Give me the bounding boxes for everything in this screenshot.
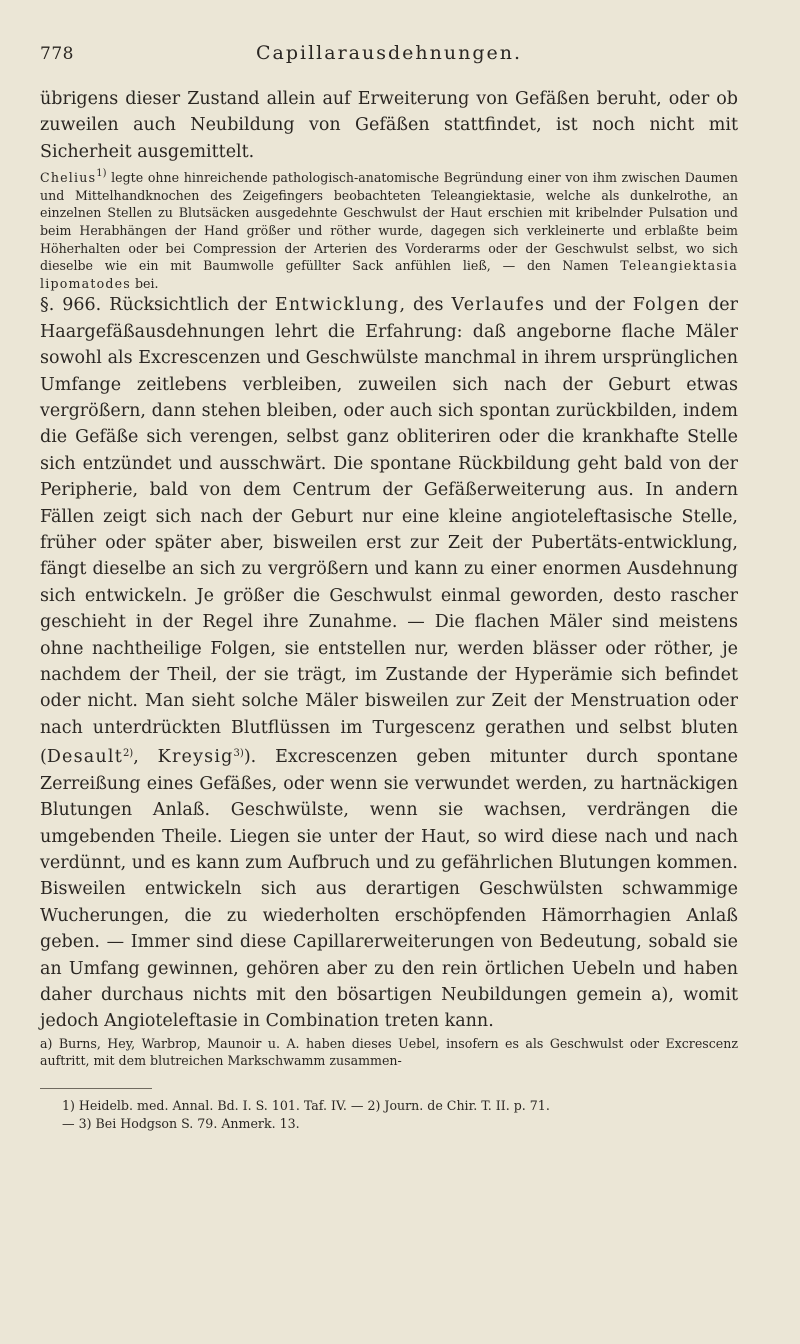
- page-header: [40, 38, 738, 72]
- note-end: bei.: [135, 275, 159, 291]
- section-966: [40, 292, 738, 1034]
- cite-sep: ,: [133, 747, 158, 768]
- footnote-line-1: 1) Heidelb. med. Annal. Bd. I. S. 101. Taf. IV. — 2) Journ. de Chir. T. II. p. 71.: [62, 1097, 550, 1113]
- cite-kreysig-mark: 3): [233, 748, 244, 760]
- term-folgen: Folgen: [632, 295, 701, 316]
- section-mid2: und der: [553, 295, 625, 316]
- page-number: 778: [40, 44, 74, 64]
- footnotes: [40, 1097, 738, 1132]
- footnote-rule: [40, 1088, 152, 1089]
- intro-paragraph: übrigens dieser Zustand allein auf Erweiterung von Gefäßen beruht, oder ob zuweilen auch Neubildung von Gefäßen stattfindet, ist noch nicht mit Sicherheit ausgemittelt.: [40, 89, 738, 162]
- cite-desault-mark: 2): [122, 748, 134, 760]
- term-entwicklung: Entwicklung: [274, 295, 400, 316]
- section-lead: Rücksichtlich der: [109, 295, 267, 316]
- cite-kreysig: Kreysig: [157, 747, 234, 768]
- chelius-note: [40, 165, 738, 292]
- section-text: der Haargefäßausdehnungen lehrt die Erfahrung: daß angeborne flache Mäler sowohl als Excrescenzen und Geschwülste manchmal in ihrem ursprünglichen Umfange zeitlebens verbleiben, zuweilen sich nach der Geburt etwas vergrößern, dann stehen bleiben, oder auch sich spontan zurückbilden, indem die Gefäße sich verengen, selbst ganz obliteriren oder die krankhafte Stelle sich entzündet und ausschwärt. Die spontane Rückbildung geht bald von der Peripherie, bald von dem Centrum der Gefäßerweiterung aus. In andern Fällen zeigt sich nach der Geburt nur eine kleine angioteleftasische Stelle, früher oder später aber, bisweilen erst zur Zeit der Pubertäts-entwicklung, fängt dieselbe an sich zu vergrößern und kann zu einer enormen Ausdehnung sich entwickeln. Je größer die Geschwulst einmal geworden, desto rascher geschieht in der Regel ihre Zunahme. — Die flachen Mäler sind meistens ohne nachtheilige Folgen, sie entstellen nur, werden blässer oder röther, je nachdem der Theil, der sie trägt, im Zustande der Hyperämie sich befindet oder nicht. Man sieht solche Mäler bisweilen zur Zeit der Menstruation oder nach unterdrückten Blutflüssen im Turgescenz gerathen und selbst bluten (: [40, 295, 738, 768]
- cite-desault: Desault: [46, 747, 123, 768]
- note-text: legte ohne hinreichende pathologisch-anatomische Begründung einer von ihm zwischen Daumen und Mittelhandknochen des Zeigefingers beobachteten Teleangiektasie, welche als dunkelrothe, an einzelnen Stellen zu Blutsäcken ausgedehnte Geschwulst der Haut erschien mit kribelnder Pulsation und beim Herabhängen der Hand größer und röther wurde, dagegen sich verkleinerte und erblaßte beim Höherhalten oder bei Compression der Arterien des Vorderarms oder der Geschwulst selbst, wo sich dieselbe wie ein mit Baumwolle gefüllter Sack anfühlen ließ, — den Namen: [40, 170, 738, 274]
- note-mark: 1): [96, 168, 107, 180]
- running-title: Capillarausdehnungen.: [255, 42, 523, 64]
- section-label: §. 966.: [40, 295, 102, 316]
- main-text: [40, 86, 738, 1070]
- footnote-line-2: — 3) Bei Hodgson S. 79. Anmerk. 13.: [62, 1115, 300, 1131]
- section-text2: ). Excrescenzen geben mitunter durch spontane Zerreißung eines Gefäßes, oder wenn sie verwundet werden, zu hartnäckigen Blutungen Anlaß. Geschwülste, wenn sie wachsen, verdrängen die umgebenden Theile. Liegen sie unter der Haut, so wird diese nach und nach verdünnt, und es kann zum Aufbruch und zu gefährlichen Blutungen kommen. Bisweilen entwickeln sich aus derartigen Geschwülsten schwammige Wucherungen, die zu wiederholten erschöpfenden Hämorrhagien Anlaß geben. — Immer sind diese Capillarerweiterungen von Bedeutung, sobald sie an Umfang gewinnen, gehören aber zu den rein örtlichen Uebeln und haben daher durchaus nichts mit den bösartigen Neubildungen gemein a), womit jedoch Angioteleftasie in Combination treten kann.: [40, 747, 738, 1032]
- section-mid1: , des: [399, 295, 444, 316]
- footnote-a: a) Burns, Hey, Warbrop, Maunoir u. A. haben dieses Uebel, insofern es als Geschwulst oder Excrescenz auftritt, mit dem blutreichen Markschwamm zusammen-: [40, 1035, 738, 1069]
- note-name: Teleangiektasia lipomatodes: [40, 258, 738, 291]
- term-verlaufes: Verlaufes: [451, 295, 546, 316]
- note-author: Chelius: [40, 170, 97, 186]
